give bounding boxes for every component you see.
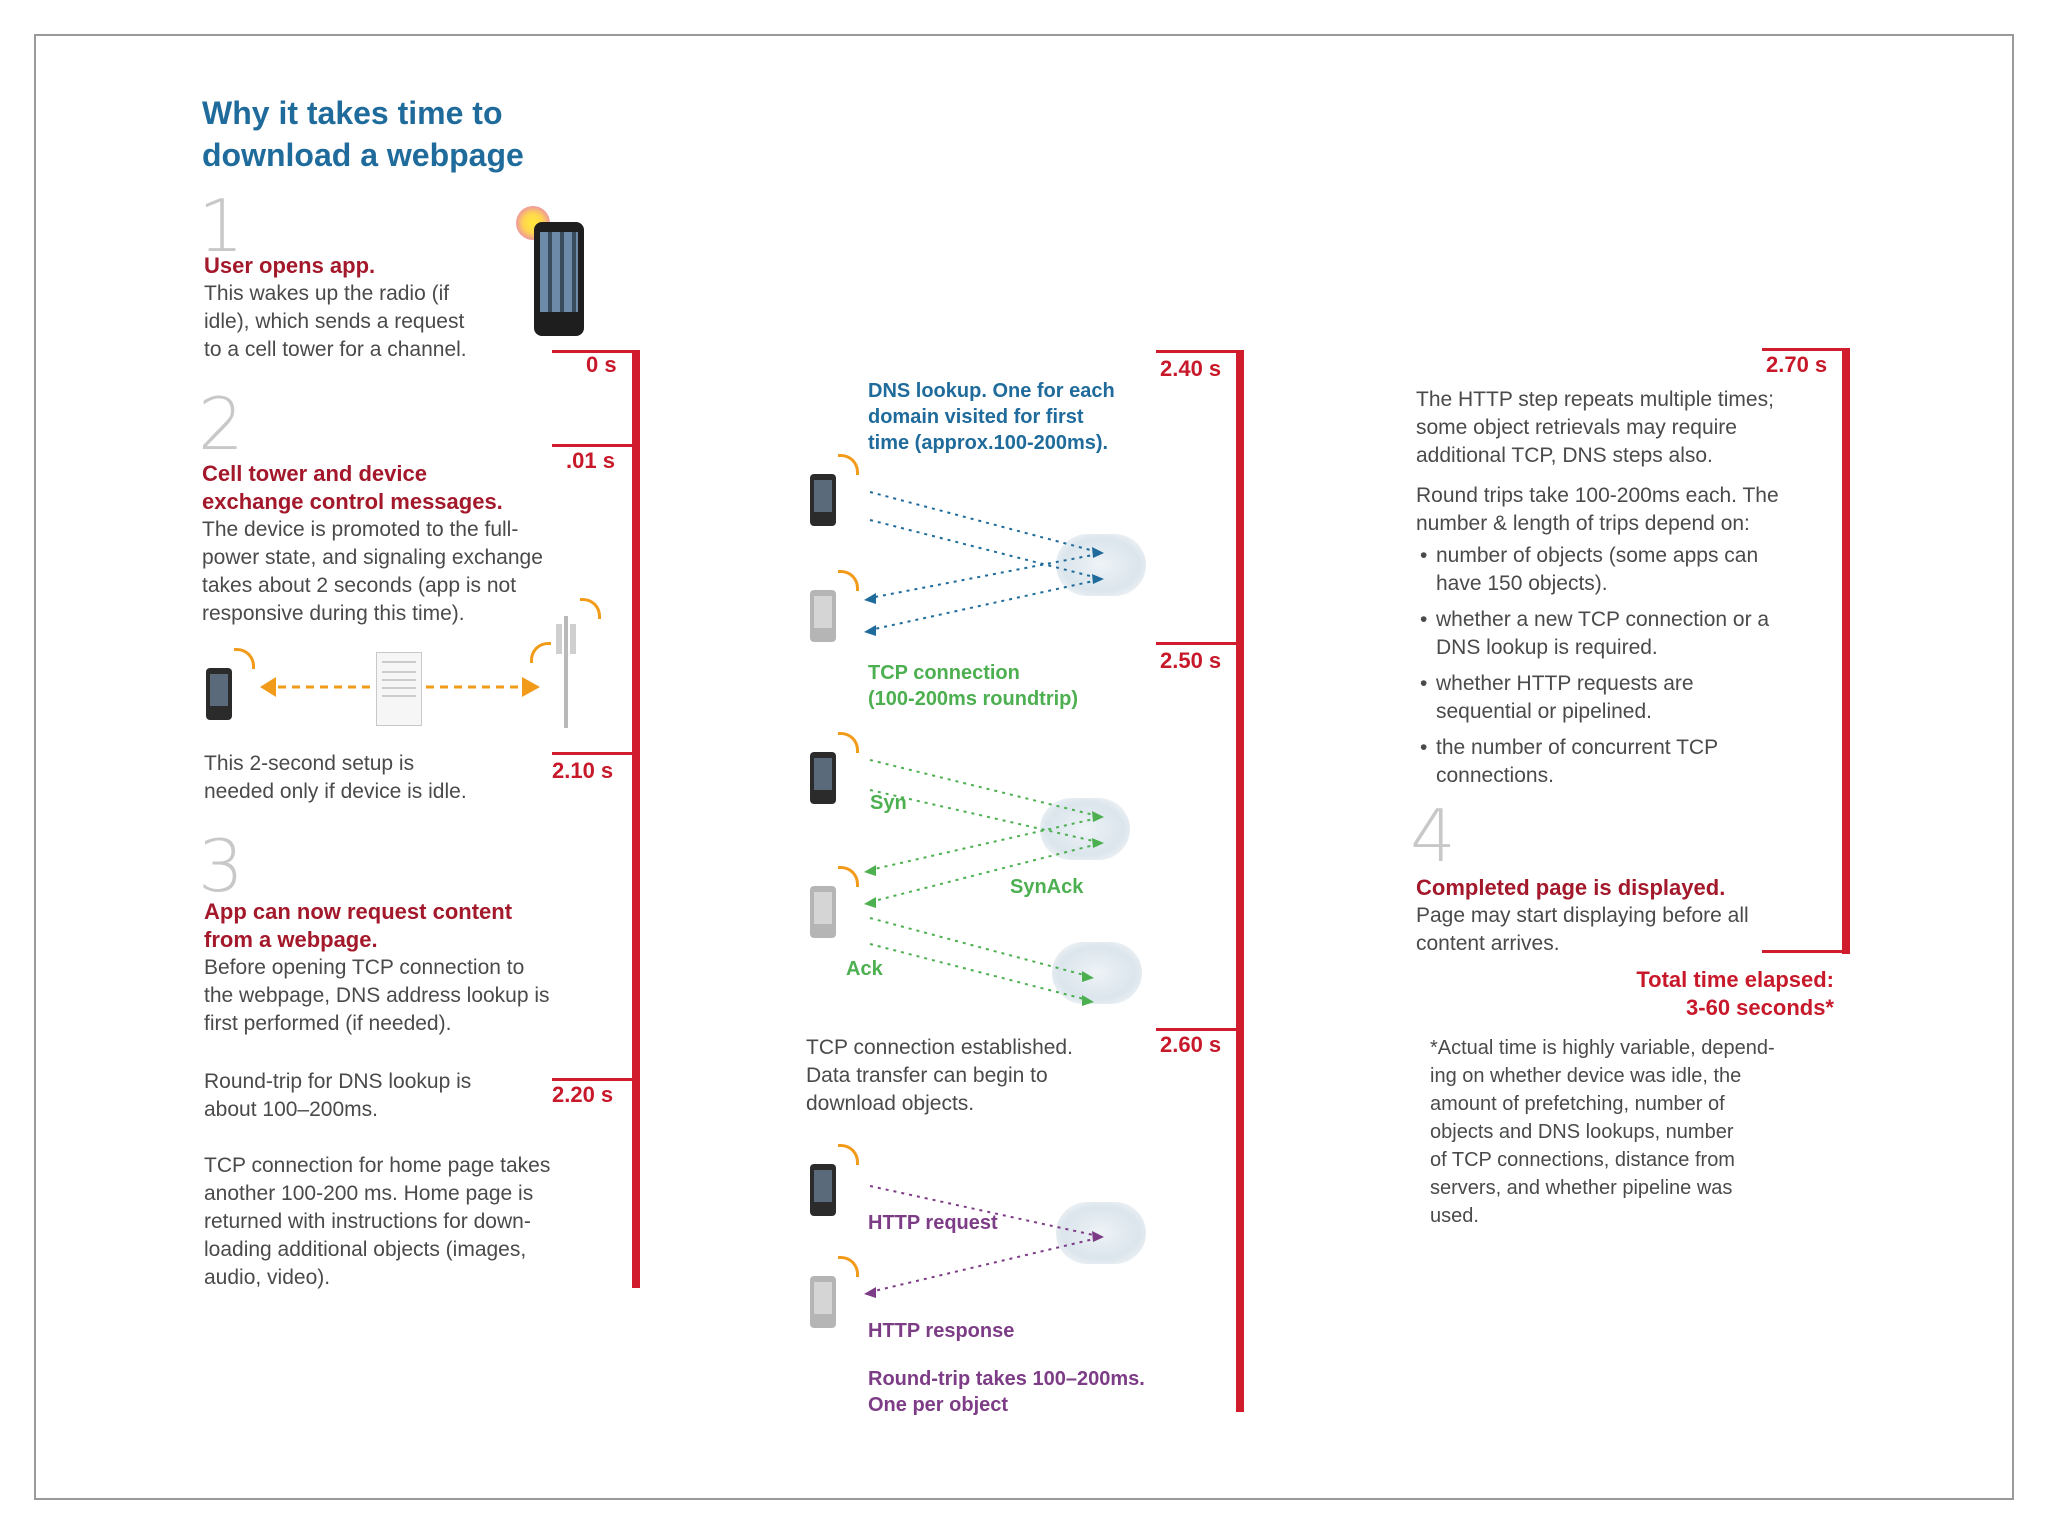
time-label: 2.20 s [552,1082,614,1107]
timeline-tick [1156,642,1240,645]
step-2-block [202,460,602,628]
step-1-heading: User opens app. [204,253,376,278]
timeline-bar-1 [632,350,640,1288]
syn-label: Syn [870,792,907,814]
step-4-heading: Completed page is displayed. [1416,875,1726,900]
phone-icon [810,590,836,642]
time-label: 2.50 s [1160,648,1222,673]
phone-icon [810,1276,836,1328]
timeline-bar-3 [1842,348,1850,954]
http-repeat-note: The HTTP step repeats multiple times; some object retrievals may require additional TCP, DNS steps also. [1416,388,1774,467]
phone-icon [534,222,584,336]
setup-note: This 2-second setup is needed only if device is idle. [204,752,467,803]
step-number-4: 4 [1410,794,1456,878]
step-2-body: The device is promoted to the full- power state, and signaling exchange takes about 2 seconds (app is not responsive during this time). [202,518,543,625]
phone-icon [810,474,836,526]
dns-lookup-heading: DNS lookup. One for each domain visited for first time (approx.100-200ms). [868,380,1115,454]
list-item: • whether HTTP requests are sequential or pipelined. [1416,670,1836,726]
step-4-body: Page may start displaying before all content arrives. [1416,904,1749,955]
phone-icon [206,668,232,720]
timeline-tick [552,752,636,755]
timeline-bar-2 [1236,350,1244,1412]
cell-tower-icon [556,616,576,728]
timeline-tick [552,1078,636,1081]
ack-label: Ack [846,958,883,980]
tcp-homepage-note: TCP connection for home page takes another 100-200 ms. Home page is returned with instructions for down- loading additional objects (images, audio, video). [204,1154,551,1289]
roundtrip-per-object-note: Round-trip takes 100–200ms. One per object [868,1368,1145,1416]
list-item: • number of objects (some apps can have 150 objects). [1416,542,1836,598]
time-label: 2.60 s [1160,1032,1222,1057]
step-number-2: 2 [198,382,244,466]
step-1-block [204,252,534,364]
roundtrip-factors: Round trips take 100-200ms each. The number & length of trips depend on: • number of objects (some apps can have 150 objects). • whether a new TCP connection or a DNS lookup is required. • whether HTTP requests are sequential or pipelined. • the number of concurrent TCP connections. [1416,482,1836,798]
footnote: *Actual time is highly variable, depend- ing on whether device was idle, the amount of prefetching, number of objects and DNS lookups, number of TCP connections, distance from servers, and whether pipeline was used. [1430,1037,1775,1227]
step-3-body: Before opening TCP connection to the webpage, DNS address lookup is first performed (if needed). [204,956,550,1035]
list-item: • whether a new TCP connection or a DNS lookup is required. [1416,606,1836,662]
timeline-tick [1156,1028,1240,1031]
phone-icon [810,752,836,804]
timeline-tick [552,444,636,447]
dns-arrows [860,480,1120,640]
time-label: 0 s [586,352,617,377]
timeline-tick [1156,350,1240,353]
tcp-established-note: TCP connection established. Data transfer can begin to download objects. [806,1036,1073,1115]
tcp-connection-heading: TCP connection (100-200ms roundtrip) [868,662,1079,710]
page-title: Why it takes time to download a webpage [202,95,524,173]
step-2-heading: Cell tower and device exchange control messages. [202,461,503,514]
time-label: 2.40 s [1160,356,1222,381]
step-1-body: This wakes up the radio (if idle), which sends a request to a cell tower for a channel. [204,282,467,361]
phone-icon [810,1164,836,1216]
time-label: .01 s [566,448,615,473]
timeline-tick [1762,348,1846,351]
synack-label: SynAck [1010,876,1084,898]
http-response-label: HTTP response [868,1320,1015,1342]
step-4-block [1416,874,1836,958]
time-label: 2.70 s [1766,352,1828,377]
step-3-heading: App can now request content from a webpage. [204,899,513,952]
http-arrows [860,1176,1120,1306]
time-label: 2.10 s [552,758,614,783]
phone-icon [810,886,836,938]
total-time-elapsed: Total time elapsed: 3-60 seconds* [1636,967,1834,1020]
document-icon [376,652,422,726]
dns-roundtrip-note: Round-trip for DNS lookup is about 100–200ms. [204,1070,472,1121]
step-number-3: 3 [198,824,244,908]
step-number-1: 1 [198,184,244,268]
http-request-label: HTTP request [868,1212,998,1234]
step-3-block [204,898,604,1038]
list-item: • the number of concurrent TCP connections. [1416,734,1836,790]
smartphone-illustration [508,200,588,340]
